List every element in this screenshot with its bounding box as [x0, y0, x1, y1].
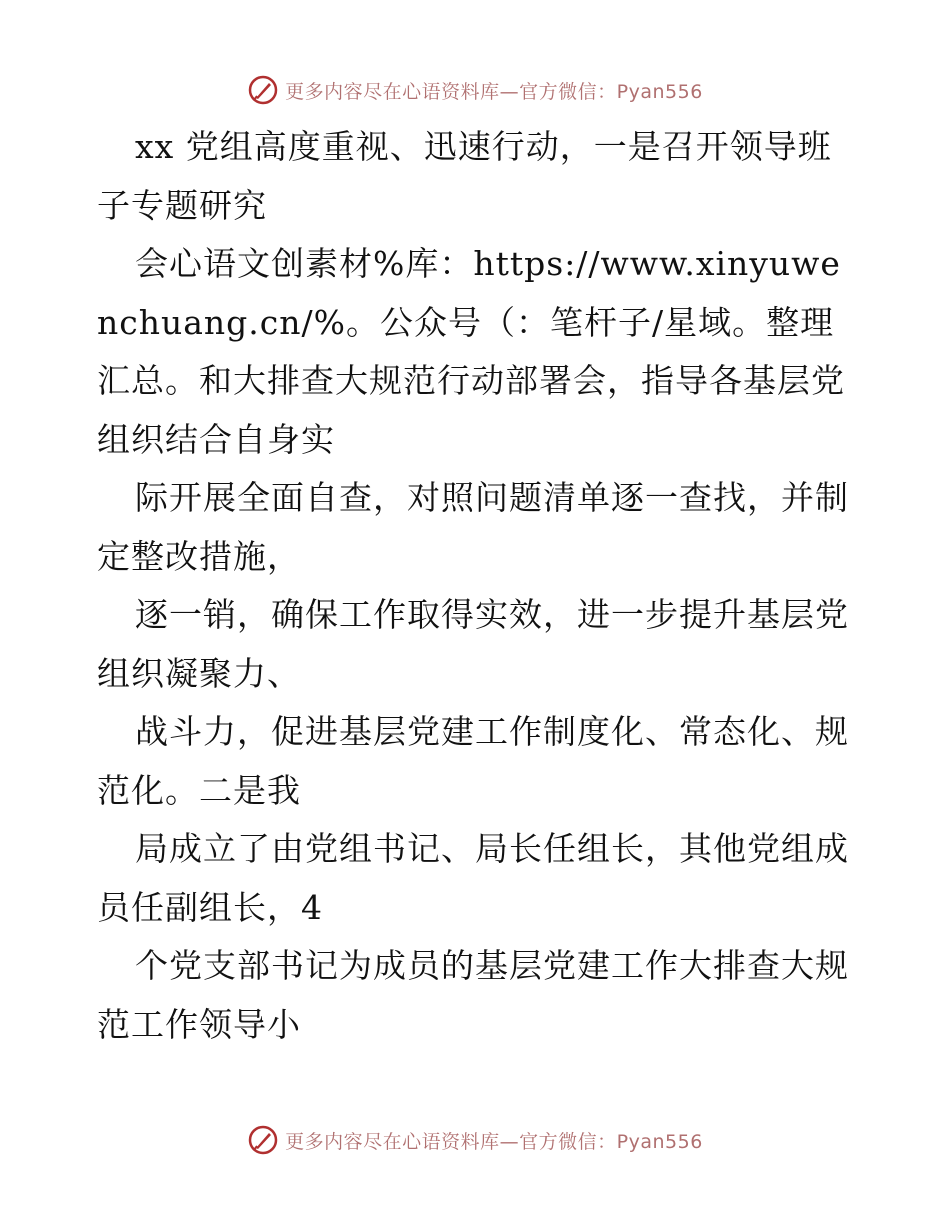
quill-logo-icon [247, 74, 279, 106]
paragraph-6: 局成立了由党组书记、局长任组长，其他党组成员任副组长，4 [97, 829, 849, 927]
paragraph-1: xx 党组高度重视、迅速行动，一是召开领导班子专题研究 [97, 127, 832, 225]
paragraph-7: 个党支部书记为成员的基层党建工作大排查大规范工作领导小 [97, 946, 849, 1044]
paragraph-4: 逐一销，确保工作取得实效，进一步提升基层党组织凝聚力、 [97, 595, 849, 693]
header-banner-text: 更多内容尽在心语资料库—官方微信：Pyan556 [285, 80, 703, 103]
quill-logo-icon [247, 1124, 279, 1156]
paragraph-3: 际开展全面自查，对照问题清单逐一查找，并制定整改措施， [97, 478, 849, 576]
paragraph-2: 会心语文创素材%库：https://www.xinyuwenchuang.cn/%。公众号（：笔杆子/星域。整理汇总。和大排查大规范行动部署会，指导各基层党组织结合自身实 [97, 244, 845, 459]
footer-banner [0, 1120, 950, 1160]
paragraph-5: 战斗力，促进基层党建工作制度化、常态化、规范化。二是我 [97, 712, 849, 810]
header-banner [0, 70, 950, 110]
document-body [97, 118, 857, 1054]
footer-banner-text: 更多内容尽在心语资料库—官方微信：Pyan556 [285, 1130, 703, 1153]
